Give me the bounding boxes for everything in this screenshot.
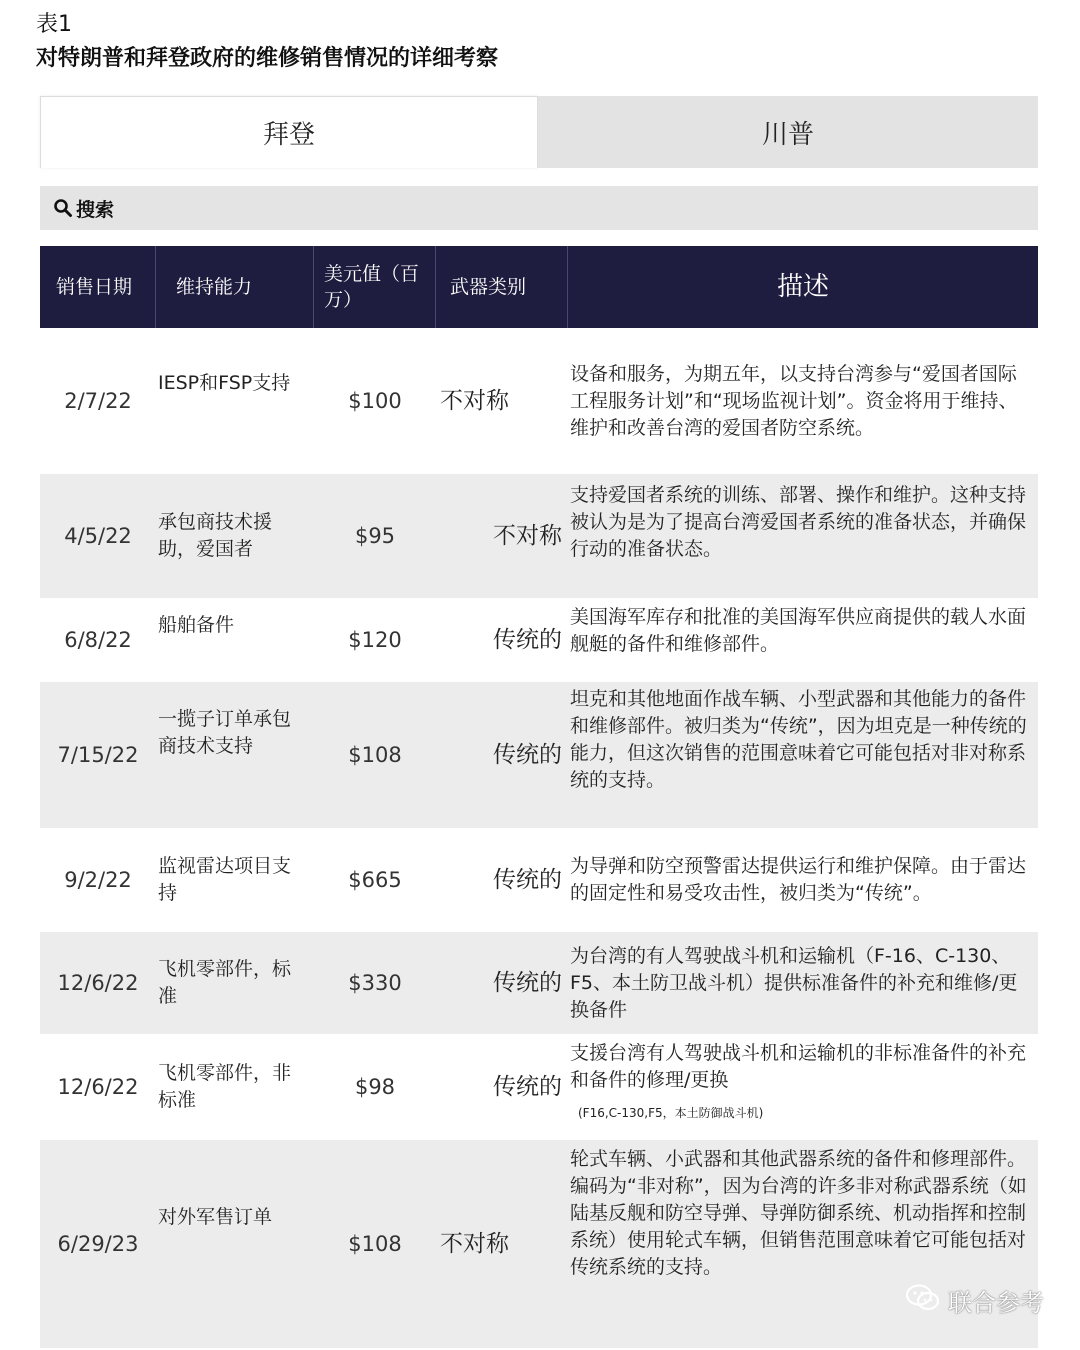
sale-date: 6/29/23: [57, 1231, 139, 1256]
table-row: [40, 682, 1038, 828]
sustainment-capability: 监视雷达项目支持: [158, 855, 292, 904]
watermark: [906, 1283, 1044, 1318]
header-type[interactable]: 武器类别: [436, 246, 568, 328]
weapon-category: 传统的: [493, 626, 562, 653]
dollar-value: $108: [348, 742, 402, 767]
table-row: [40, 474, 1038, 598]
dollar-value: $665: [348, 867, 402, 892]
sale-date: 4/5/22: [64, 523, 132, 548]
sale-date: 9/2/22: [64, 867, 132, 892]
row-description: [566, 682, 1038, 828]
table-caption: [36, 8, 498, 76]
table-row: [40, 828, 1038, 932]
administration-tabs: [40, 96, 1038, 168]
header-date[interactable]: 销售日期: [40, 246, 156, 328]
sustainment-capability: 承包商技术援助，爱国者: [158, 511, 273, 560]
dollar-value: $120: [348, 627, 402, 652]
description-text: 坦克和其他地面作战车辆、小型武器和其他能力的备件和维修部件。被归类为“传统”，因为坦克是一种传统的能力，但这次销售的范围意味着它可能包括对非对称系统的支持。: [570, 688, 1027, 791]
table-row: [40, 1140, 1038, 1348]
table-number: 表1: [36, 12, 72, 37]
table-body: [40, 328, 1038, 1348]
header-capability[interactable]: 维持能力: [156, 246, 314, 328]
dollar-value: $330: [348, 970, 402, 995]
sale-date: 2/7/22: [64, 388, 132, 413]
table-title: 对特朗普和拜登政府的维修销售情况的详细考察: [36, 46, 499, 71]
sustainment-capability: 对外军售订单: [158, 1206, 273, 1228]
sale-date: 12/6/22: [57, 1074, 139, 1099]
table-row: [40, 932, 1038, 1034]
sustainment-capability: 飞机零部件，非标准: [158, 1062, 292, 1111]
search-icon: [52, 197, 74, 219]
row-description: [566, 328, 1038, 474]
tab-biden[interactable]: 拜登: [40, 96, 538, 168]
description-text: 支援台湾有人驾驶战斗机和运输机的非标准备件的补充和备件的修理/更换: [570, 1042, 1027, 1091]
search-bar[interactable]: [40, 186, 1038, 230]
dollar-value: $100: [348, 388, 402, 413]
row-description: [566, 828, 1038, 932]
row-description: [566, 932, 1038, 1034]
sustainment-capability: 一揽子订单承包商技术支持: [158, 708, 292, 757]
search-label: 搜索: [76, 198, 115, 221]
weapon-category: 不对称: [493, 522, 562, 549]
watermark-text: 联合参考: [948, 1289, 1044, 1317]
weapon-category: 不对称: [440, 1230, 509, 1257]
tab-trump[interactable]: 川普: [538, 96, 1038, 168]
weapon-category: 传统的: [493, 1073, 562, 1100]
description-text: 轮式车辆、小武器和其他武器系统的备件和修理部件。编码为“非对称”，因为台湾的许多非对称武器系统（如陆基反舰和防空导弹、导弹防御系统、机动指挥和控制系统）使用轮式车辆，但销售范围意味着它可能包括对传统系统的支持。: [570, 1148, 1027, 1278]
sustainment-capability: 船舶备件: [158, 614, 235, 636]
table-row: [40, 328, 1038, 474]
table-row: [40, 1034, 1038, 1140]
dollar-value: $95: [354, 523, 396, 548]
sustainment-capability: IESP和FSP支持: [158, 372, 291, 394]
description-text: 设备和服务，为期五年，以支持台湾参与“爱国者国际工程服务计划”和“现场监视计划”。资金将用于维持、维护和改善台湾的爱国者防空系统。: [570, 362, 1018, 439]
sale-date: 7/15/22: [57, 742, 139, 767]
sale-date: 6/8/22: [64, 627, 132, 652]
description-text: 为台湾的有人驾驶战斗机和运输机（F-16、C-130、F5、本土防卫战斗机）提供标准备件的补充和维修/更换备件: [570, 944, 1018, 1021]
row-description: [566, 598, 1038, 682]
description-note: (F16,C-130,F5，本土防御战斗机): [578, 1106, 764, 1120]
row-description: [566, 474, 1038, 598]
description-text: 美国海军库存和批准的美国海军供应商提供的载人水面舰艇的备件和维修部件。: [570, 606, 1027, 655]
header-description[interactable]: 描述: [776, 272, 829, 302]
row-description: [566, 1034, 1038, 1140]
wechat-icon: [906, 1284, 940, 1318]
weapon-category: 传统的: [493, 969, 562, 996]
dollar-value: $98: [354, 1074, 396, 1099]
description-text: 支持爱国者系统的训练、部署、操作和维护。这种支持被认为是为了提高台湾爱国者系统的准备状态，并确保行动的准备状态。: [570, 484, 1027, 560]
table-row: [40, 598, 1038, 682]
sustainment-capability: 飞机零部件，标准: [158, 958, 292, 1007]
weapon-category: 传统的: [493, 866, 562, 893]
weapon-category: 不对称: [440, 387, 509, 414]
description-text: 为导弹和防空预警雷达提供运行和维护保障。由于雷达的固定性和易受攻击性，被归类为“传统”。: [570, 855, 1027, 904]
sale-date: 12/6/22: [57, 970, 139, 995]
weapon-category: 传统的: [493, 741, 562, 768]
table-header: [40, 246, 1038, 328]
header-value[interactable]: 美元值（百万）: [314, 246, 436, 328]
dollar-value: $108: [348, 1231, 402, 1256]
